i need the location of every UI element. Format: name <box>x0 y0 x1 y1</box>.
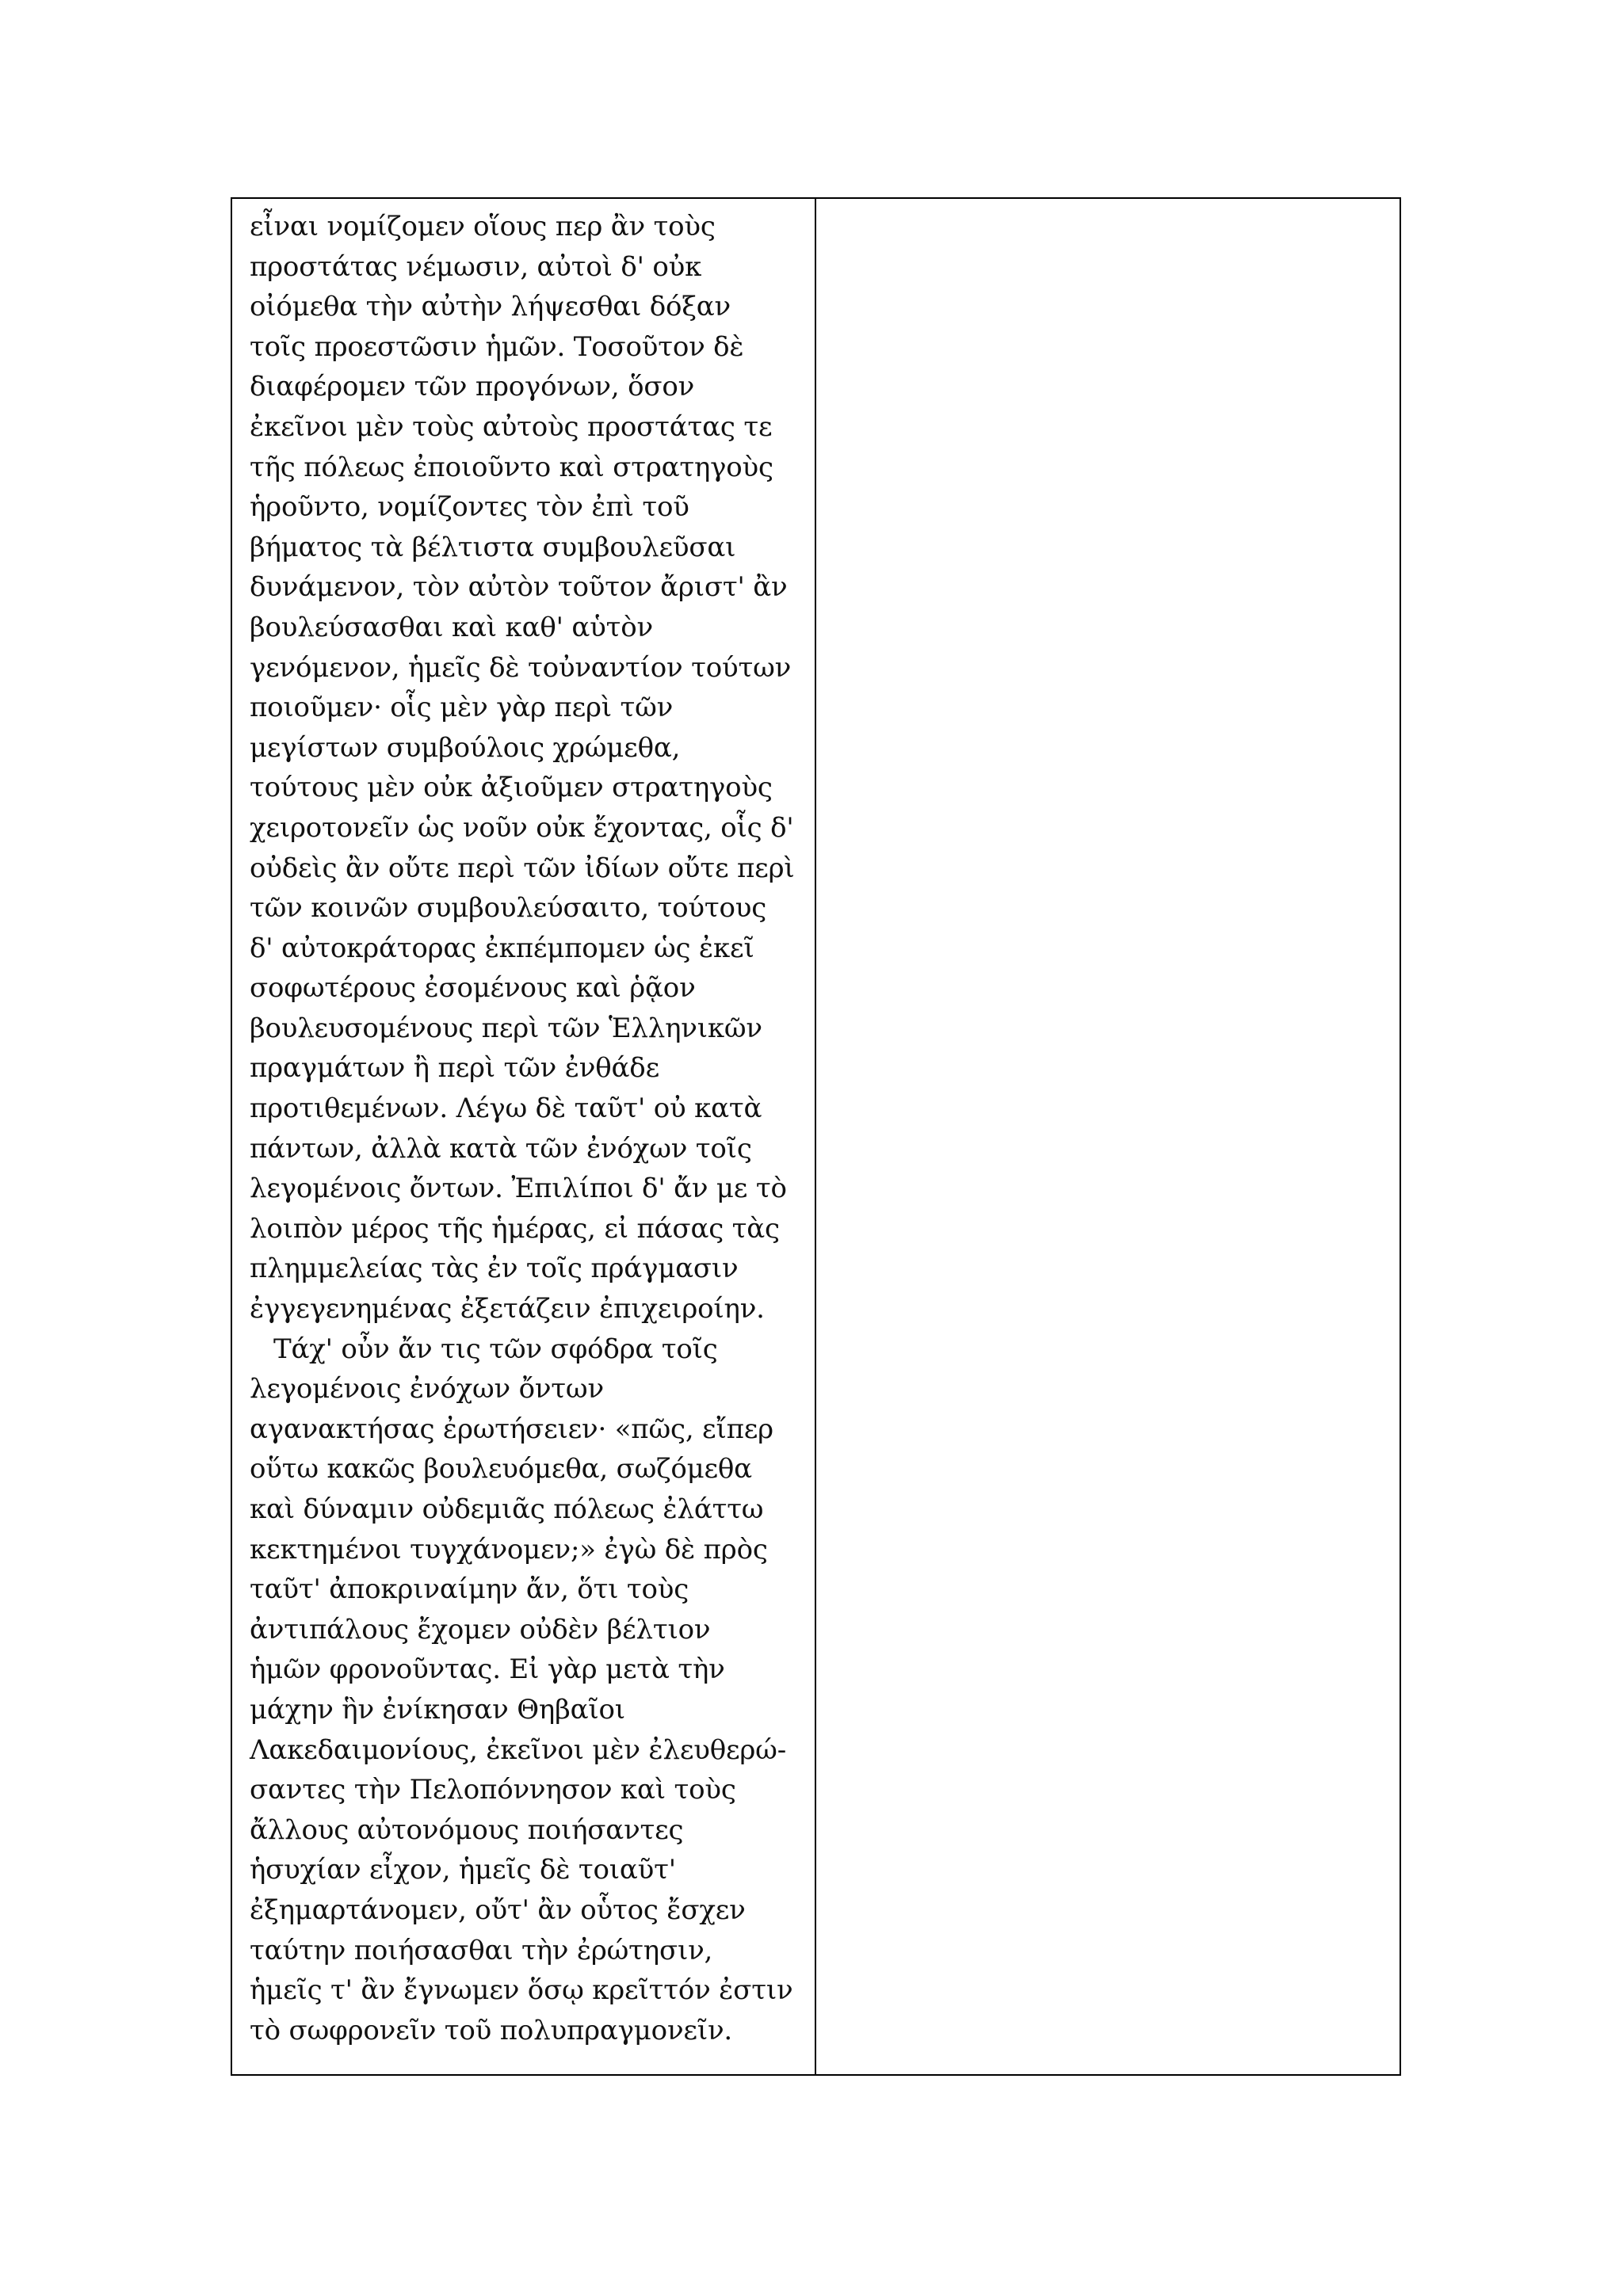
text-line: τοῖς προεστῶσιν ἡμῶν. Τοσοῦτον δὲ <box>250 330 744 363</box>
text-line: ἐξημαρτάνομεν, οὔτ' ἂν οὗτος ἔσχεν <box>250 1894 746 1926</box>
greek-text-cell <box>231 198 815 2075</box>
text-line: γενόμενον, ἡμεῖς δὲ τοὐναντίον τούτων <box>250 651 792 684</box>
text-line: ἡσυχίαν εἶχον, ἡμεῖς δὲ τοιαῦτ' <box>250 1854 676 1886</box>
text-line: βουλευσομένους περὶ τῶν Ἑλληνικῶν <box>250 1012 762 1044</box>
text-line: τούτους μὲν οὐκ ἀξιοῦμεν στρατηγοὺς <box>250 772 773 804</box>
text-line: προτιθεμένων. Λέγω δὲ ταῦτ' οὐ κατὰ <box>250 1093 762 1125</box>
text-line: πραγμάτων ἢ περὶ τῶν ἐνθάδε <box>250 1052 659 1085</box>
text-line: ποιοῦμεν· οἷς μὲν γὰρ περὶ τῶν <box>250 692 674 724</box>
text-line: ἄλλους αὐτονόμους ποιήσαντες <box>250 1814 684 1846</box>
table-row <box>231 198 1400 2075</box>
text-line: πλημμελείας τὰς ἐν τοῖς πράγμασιν <box>250 1253 739 1285</box>
text-line: τῶν κοινῶν συμβουλεύσαιτο, τούτους <box>250 892 767 925</box>
text-line: μεγίστων συμβούλοις χρώμεθα, <box>250 731 681 764</box>
text-line: ταῦτ' ἀποκριναίμην ἄν, ὅτι τοὺς <box>250 1573 689 1606</box>
translation-cell <box>815 198 1400 2075</box>
parallel-text-table <box>231 197 1401 2076</box>
text-line: ἡμεῖς τ' ἂν ἔγνωμεν ὅσῳ κρεῖττόν ἐστιν <box>250 1974 793 2007</box>
text-line: βήματος τὰ βέλτιστα συμβουλεῦσαι <box>250 531 736 563</box>
text-line: Λακεδαιμονίους, ἐκεῖνοι μὲν ἐλευθερώ- <box>250 1733 786 1766</box>
text-line: μάχην ἣν ἐνίκησαν Θηβαῖοι <box>250 1693 625 1726</box>
text-line: βουλεύσασθαι καὶ καθ' αὑτὸν <box>250 611 653 643</box>
text-line: δυνάμενον, τὸν αὐτὸν τοῦτον ἄριστ' ἂν <box>250 571 788 604</box>
text-line: δ' αὐτοκράτορας ἐκπέμπομεν ὡς ἐκεῖ <box>250 932 754 964</box>
text-line: καὶ δύναμιν οὐδεμιᾶς πόλεως ἐλάττω <box>250 1493 764 1525</box>
text-line: ἡροῦντο, νομίζοντες τὸν ἐπὶ τοῦ <box>250 491 689 524</box>
text-line: οὐδεὶς ἂν οὔτε περὶ τῶν ἰδίων οὔτε περὶ <box>250 852 795 884</box>
text-line: ταύτην ποιήσασθαι τὴν ἐρώτησιν, <box>250 1934 713 1966</box>
text-line: πάντων, ἀλλὰ κατὰ τῶν ἐνόχων τοῖς <box>250 1132 752 1165</box>
text-line: ἐγγεγενημένας ἐξετάζειν ἐπιχειροίην. <box>250 1293 765 1325</box>
text-line: οἰόμεθα τὴν αὐτὴν λήψεσθαι δόξαν <box>250 291 731 323</box>
text-line: αγανακτήσας ἐρωτήσειεν· «πῶς, εἴπερ <box>250 1413 773 1445</box>
text-line: κεκτημένοι τυγχάνομεν;» ἐγὼ δὲ πρὸς <box>250 1533 768 1566</box>
text-line: προστάτας νέμωσιν, αὐτοὶ δ' οὐκ <box>250 250 702 283</box>
text-line: σοφωτέρους ἐσομένους καὶ ῥᾷον <box>250 972 696 1005</box>
greek-text-block <box>250 207 804 2050</box>
text-line: λεγομένοις ὄντων. Ἐπιλίποι δ' ἄν με τὸ <box>250 1173 787 1205</box>
text-line: ἐκεῖνοι μὲν τοὺς αὐτοὺς προστάτας τε <box>250 410 773 443</box>
text-line: Τάχ' οὖν ἄν τις τῶν σφόδρα τοῖς <box>273 1333 718 1365</box>
text-line: τῆς πόλεως ἐποιοῦντο καὶ στρατηγοὺς <box>250 451 773 483</box>
text-line: ἡμῶν φρονοῦντας. Εἰ γὰρ μετὰ τὴν <box>250 1653 725 1686</box>
text-line: τὸ σωφρονεῖν τοῦ πολυπραγμονεῖν. <box>250 2014 733 2046</box>
text-line: χειροτονεῖν ὡς νοῦν οὐκ ἔχοντας, οἷς δ' <box>250 811 794 844</box>
text-line: σαντες τὴν Πελοπόννησον καὶ τοὺς <box>250 1774 736 1806</box>
text-line: οὕτω κακῶς βουλευόμεθα, σωζόμεθα <box>250 1453 752 1486</box>
text-line: ἀντιπάλους ἔχομεν οὐδὲν βέλτιον <box>250 1613 711 1646</box>
text-line: εἶναι νομίζομεν οἵους περ ἂν τοὺς <box>250 211 716 242</box>
text-line: λεγομένοις ἐνόχων ὄντων <box>250 1373 604 1405</box>
text-line: διαφέρομεν τῶν προγόνων, ὅσον <box>250 371 695 403</box>
text-line: λοιπὸν μέρος τῆς ἡμέρας, εἰ πάσας τὰς <box>250 1212 780 1245</box>
